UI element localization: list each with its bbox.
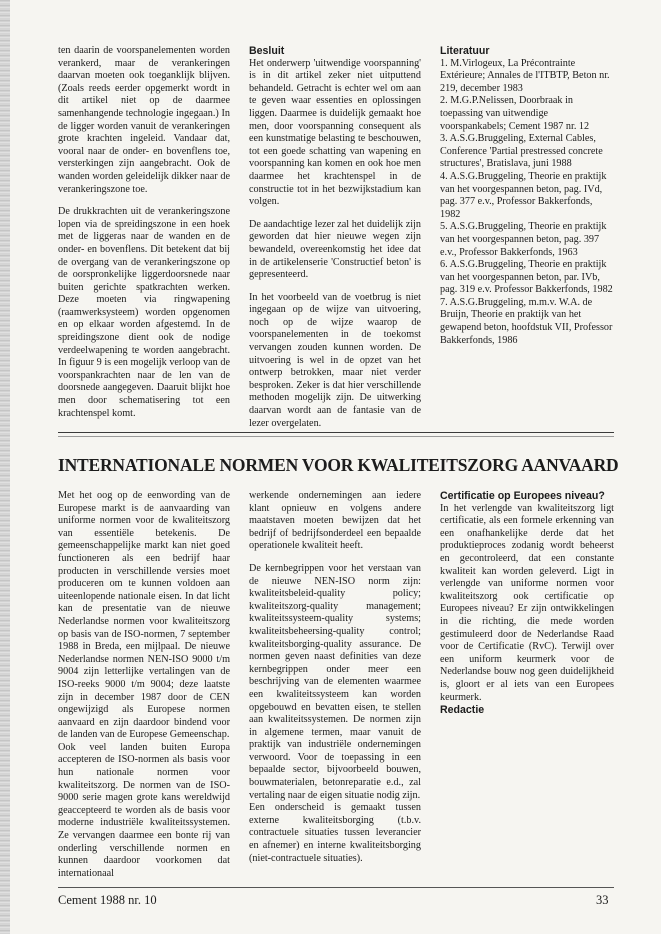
paragraph: werkende ondernemingen aan iedere klant opnieuw en volgens andere maatstaven moeten bewijzen dat het bedrijf of bedrijfsonderdeel een bepaalde operationele kwaliteit heeft. xyxy=(249,490,421,552)
reference-item: 3. A.S.G.Bruggeling, External Cables, Conference 'Partial prestressed concrete structures', Bratislava, juni 1988 xyxy=(440,133,603,170)
footer-divider xyxy=(58,887,614,888)
article-column-3 xyxy=(440,490,614,717)
binding-edge xyxy=(0,0,10,934)
reference-item: 5. A.S.G.Bruggeling, Theorie en praktijk van het voorgespannen beton, pag. 397 e.v., Professor Bakkerfonds, 1963 xyxy=(440,221,607,258)
editorial-signoff: Redactie xyxy=(440,704,485,717)
literature-column xyxy=(440,45,614,347)
paragraph: Een onderscheid is gemaakt tussen externe kwaliteitsborging (t.b.v. contractuele situaties tussen leverancier en afnemer) en interne kwaliteitsborging (niet-contractuele situaties). xyxy=(249,802,421,864)
reference-item: 2. M.G.P.Nelissen, Doorbraak in toepassing van uitwendige voorspankabels; Cement 1987 nr. 12 xyxy=(440,95,590,132)
section-divider-thin xyxy=(58,436,614,437)
article-column-1 xyxy=(58,490,230,880)
article-headline: INTERNATIONALE NORMEN VOOR KWALITEITSZORG AANVAARD xyxy=(58,455,619,475)
certification-heading: Certificatie op Europees niveau? xyxy=(440,490,605,502)
paragraph: De kernbegrippen voor het verstaan van de nieuwe NEN-ISO norm zijn: kwaliteitsbeleid-quality policy; kwaliteitszorg-quality management; kwaliteitssysteem-quality systems; kwaliteitsbeheersing-quality control; kwaliteitsborging-quality assurance. De normen geven naast definities van deze kernbegrippen onder meer een beschrijving van de elementen waarmee een kwaliteitssysteem kan worden opgebouwd en bevatten eisen, te stellen aan kwaliteitssystemen. De normen zijn in algemene termen, maar vanuit de praktijk van industriële ondernemingen verwoord. Voor de toepassing in een bepaalde sector, bijvoorbeeld bouwen, bouwmaterialen, betonreparatie e.d., zal vertaling naar de eigen situatie nodig zijn. xyxy=(249,562,421,801)
paragraph: De drukkrachten uit de verankeringszone lopen via de spreidingszone in een hoek met de liggeras naar de wanden en de onder- en bovenflens. Dit betekent dat bij de overgang van de verankeringszone op de oorspronkelijke liggerdoorsnede naar buiten gerichte spatkrachten werken. Deze moeten via ringwapening (raamwerksysteem) worden opgenomen en op elkaar worden afgestemd. In de spreidingszone dient ook de nodige verdeelwapening te worden aangebracht. In figuur 9 is een mogelijk verloop van de voorspankrachten naar de len van de doorsnede aangegeven. Daaruit blijkt hoe men door schematisering tot een krachtenspel komt. xyxy=(58,206,230,419)
reference-item: 7. A.S.G.Bruggeling, m.m.v. W.A. de Bruijn, Theorie en praktijk van het gewapend beton, hoofdstuk VII, Professor Bakkerfonds, 1986 xyxy=(440,296,613,346)
reference-item: 6. A.S.G.Bruggeling, Theorie en praktijk van het voorgespannen beton, par. IVb, pag. 319 e.v. Professor Bakkerfonds, 1982 xyxy=(440,259,613,296)
reference-item: 4. A.S.G.Bruggeling, Theorie en praktijk van het voorgespannen beton, pag. IVd, pag. 377 e.v., Professor Bakkerfonds, 1982 xyxy=(440,170,607,220)
conclusion-column xyxy=(249,45,421,430)
reference-list xyxy=(440,58,614,348)
conclusion-heading: Besluit xyxy=(249,45,285,57)
article-column-2 xyxy=(249,490,421,865)
paragraph: Ook veel landen buiten Europa accepteren de ISO-normen als basis voor hun nationale normen voor kwaliteitszorg. De normen van de ISO-9000 serie magen grote kans wereldwijd geaccepteerd te worden als de basis voor moderne industriële kwaliteitssystemen. Ze vervangen daarmee een bonte rij van onderling verschillende normen en kunnen daardoor voorkomen dat internationaal xyxy=(58,741,230,879)
paragraph: Met het oog op de eenwording van de Europese markt is de aanvaarding van uniforme normen voor de kwaliteitszorg van essentiële betekenis. De gemeenschappelijke markt kan niet goed functioneren als een bedrijf haar producten in verschillende versies moet produceren om te kunnen voldoen aan uiteenlopende nationale eisen. In dat licht kan de presentatie van de nieuwe Nederlandse normen voor kwaliteitszorg op basis van de ISO-normen, 7 september 1988 in Breda, een mijlpaal. De nieuwe Nederlandse normen NEN-ISO 9000 t/m 9004 zijn letterlijke vertalingen van de ISO-reeks 9000 t/m 9004; deze laatste zijn in december 1987 door de CEN ongewijzigd als Europese normen aanvaard en zijn daardoor bindend voor de landen van de Europese Gemeenschap. xyxy=(58,490,230,741)
reference-item: 1. M.Virlogeux, La Précontrainte Extérieure; Annales de l'ITBTP, Beton nr. 219, december 1983 xyxy=(440,57,610,94)
page-number: 33 xyxy=(596,893,609,907)
literature-heading: Literatuur xyxy=(440,45,490,57)
paragraph: ten daarin de voorspanelementen worden verankerd, maar de verankeringen daarvan moeten ook toeganklijk blijven. (Zoals reeds eerder opgemerkt wordt in dit artikel niet op de daarmee samenhangende technologie ingegaan.) In de ligger worden vanuit de verankeringen grote krachten ingeleid. Vandaar dat, vooral naar de onder- en bovenflens toe, versterkingen zijn aangebracht. Ook de wanden worden geleidelijk dikker naar de verankeringszone toe. xyxy=(58,45,230,195)
paragraph: In het verlengde van kwaliteitszorg ligt certificatie, als een formele erkenning van een onafhankelijke derde dat het produktieproces zodanig wordt beheerst en gecontroleerd, dat een constante kwaliteit kan worden geleverd. Ligt in verlengde van uniforme normen voor kwaliteitszorg ook certificatie op Europees niveau? Er zijn ontwikkelingen in die richting, die mede worden gestimuleerd door de Nederlandse Raad voor de Certificatie (RvC). Terwijl over een uniform keurmerk voor de Nederlandse bouw nog geen duidelijkheid is, gloort er al iets van een Europees keurmerk. xyxy=(440,502,614,703)
paragraph: In het voorbeeld van de voetbrug is niet ingegaan op de wijze van uitvoering, noch op de wijze waarop de voorspanelementen in de toekomst vervangen zouden kunnen worden. De uitvoering is wel in de opzet van het ontwerp betrokken, maar niet verder besproken. Zeker is dat hier verschillende methoden mogelijk zijn. De uitwerking daarvan wordt aan de fantasie van de lezer overgelaten. xyxy=(249,291,421,429)
paragraph: Het onderwerp 'uitwendige voorspanning' is in dit artikel zeker niet uitputtend behandeld. Getracht is echter wel om aan te geven waar essenties en oplossingen liggen. Daarmee is duidelijk gemaakt hoe men, door voorspanning consequent als een kunstmatige belasting te beschouwen, tot een goede schatting van wapening en voorspanning kan komen en ook hoe men daarmee het krachtenspel in de constructie tot in het bezwijkstadium kan volgen. xyxy=(249,57,421,208)
section-divider xyxy=(58,432,614,433)
top-column-1 xyxy=(58,45,230,420)
publication-source: Cement 1988 nr. 10 xyxy=(58,893,157,907)
paragraph: De aandachtige lezer zal het duidelijk zijn geworden dat hier nieuwe wegen zijn bewandeld, overeenkomstig het idee dat in de artikelenserie 'Constructief beton' is gepresenteerd. xyxy=(249,218,421,281)
